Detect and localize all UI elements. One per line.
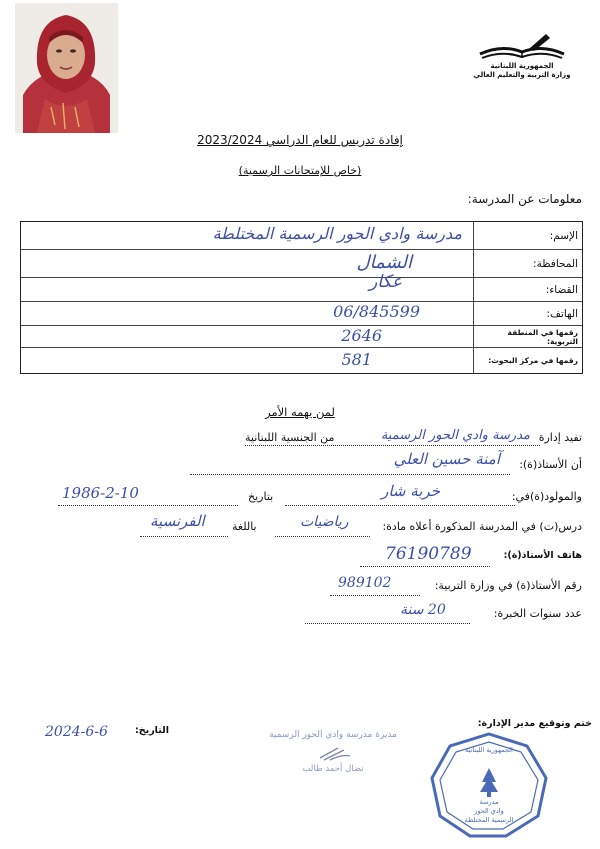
ministry-logo — [472, 30, 572, 82]
round-stamp-line-4: الرسمية المختلطة — [464, 816, 514, 824]
dotted-line — [330, 595, 420, 596]
dotted-line — [245, 445, 540, 446]
teacher-name-value: آمنة حسين العلي — [393, 450, 500, 468]
school-info-table — [20, 221, 583, 374]
row-governorate — [21, 250, 582, 278]
teacher-photo — [15, 3, 118, 133]
dotted-line — [360, 566, 490, 567]
phone-value: 06/845599 — [333, 302, 420, 321]
phone-label: الهاتف: — [546, 307, 578, 320]
dotted-line — [305, 623, 470, 624]
cedar-icon — [480, 768, 498, 792]
school-round-stamp — [428, 732, 550, 840]
birth-date-label: بتاريخ — [248, 490, 274, 503]
teacher-phone-value: 76190789 — [385, 544, 472, 564]
taught-subject-label: درس(ت) في المدرسة المذكورة أعلاه مادة: — [382, 520, 582, 533]
school-administration-value: مدرسة وادي الحور الرسمية — [380, 428, 530, 443]
row-edu-zone — [21, 326, 582, 348]
signature-icon — [258, 742, 408, 762]
ministry-number-value: 989102 — [338, 575, 392, 591]
birth-place-value: خربة شار — [381, 482, 440, 500]
row-phone — [21, 302, 582, 326]
subject-value: رياضيات — [300, 514, 349, 530]
ministry-number-label: رقم الأستاذ(ة) في وزارة التربية: — [434, 579, 582, 592]
district-label: القضاء: — [545, 283, 578, 296]
language-label: باللغة — [232, 520, 257, 533]
document-title: إفادة تدريس للعام الدراسي 2023/2024 — [197, 133, 403, 147]
date-value: 2024-6-6 — [45, 724, 108, 740]
principal-stamp-line-1: مديرة مدرسة وادي الحور الرسمية — [269, 730, 397, 740]
round-stamp-line-2: مدرسة — [479, 798, 499, 806]
to-whom-it-may-concern: لمن يهمه الأمر — [265, 405, 335, 419]
dotted-line — [275, 536, 370, 537]
dotted-line — [58, 505, 238, 506]
birth-place-label: والمولود(ة)في: — [511, 490, 582, 503]
round-stamp-line-1: الجمهورية اللبنانية — [465, 746, 513, 754]
nationality-label: من الجنسية اللبنانية — [245, 431, 335, 444]
experience-value: 20 سنة — [400, 602, 446, 618]
experience-label: عدد سنوات الخبرة: — [493, 607, 582, 620]
edu-zone-label: رقمها في المنطقة التربوية: — [507, 327, 578, 346]
signature-label: ختم وتوقيع مدير الإدارة: — [477, 718, 592, 729]
edu-zone-value: 2646 — [341, 326, 382, 345]
open-book-icon — [472, 30, 572, 62]
logo-line-2: وزارة التربية والتعليم العالي — [473, 71, 571, 79]
district-value: عكار — [369, 272, 402, 292]
principal-stamp-line-2: نضال أحمد طالب — [302, 764, 364, 774]
school-info-heading: معلومات عن المدرسة: — [467, 192, 582, 206]
round-stamp-line-3: وادي الحور — [474, 807, 504, 815]
teacher-label: أن الأستاذ(ة): — [519, 458, 582, 471]
birth-date-value: 1986-2-10 — [62, 484, 139, 502]
dotted-line — [140, 536, 228, 537]
school-name-label: الإسم: — [549, 229, 578, 242]
dotted-line — [285, 505, 515, 506]
principal-stamp — [258, 728, 408, 798]
declaration-start: تفيد إدارة — [538, 431, 582, 444]
row-district — [21, 272, 582, 302]
governorate-value: الشمال — [356, 252, 412, 273]
date-label: التاريخ: — [135, 725, 169, 736]
school-name-value: مدرسة وادي الحور الرسمية المختلطة — [212, 224, 462, 243]
dotted-line — [190, 474, 510, 475]
document-subtitle: (خاص للإمتحانات الرسمية) — [238, 164, 362, 177]
row-research-center — [21, 348, 582, 373]
teacher-phone-label: هاتف الأستاذ(ة): — [503, 550, 582, 561]
governorate-label: المحافظة: — [533, 257, 578, 270]
research-center-value: 581 — [341, 350, 372, 369]
row-school-name — [21, 222, 582, 250]
language-value: الفرنسية — [150, 512, 205, 530]
logo-line-1: الجمهورية اللبنانية — [490, 62, 554, 70]
research-center-label: رقمها في مركز البحوث: — [488, 356, 578, 365]
